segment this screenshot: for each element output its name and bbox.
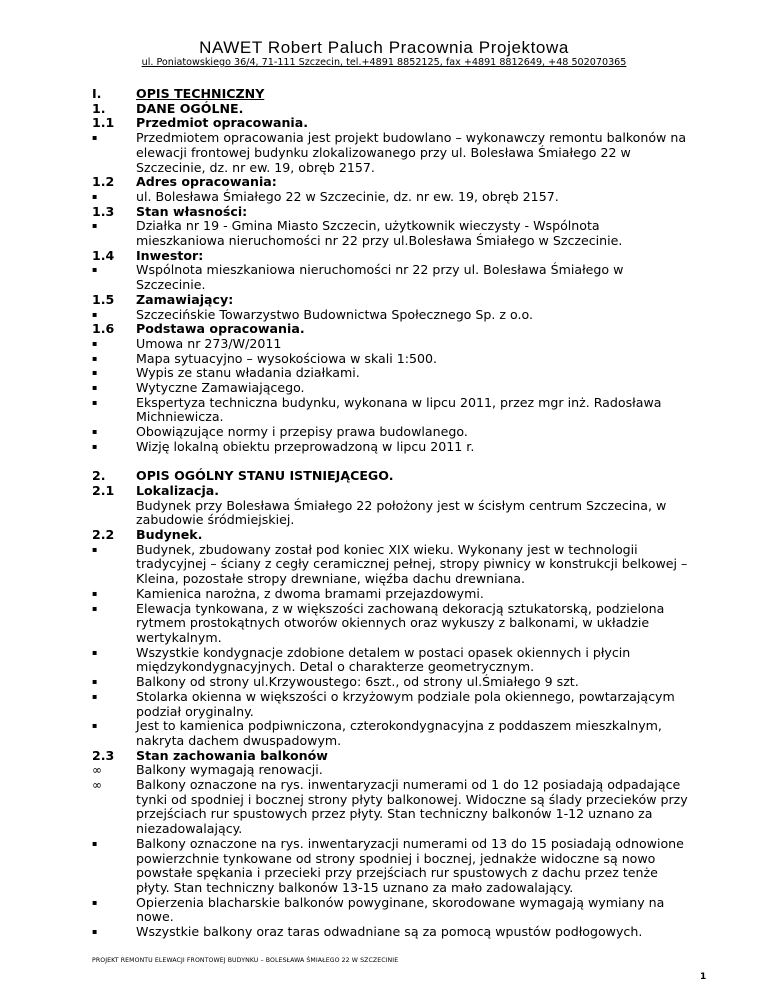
section-heading — [92, 116, 692, 131]
bullet-icon: ▪ — [92, 427, 98, 437]
section-number: 2.1 — [92, 482, 115, 498]
bullet-icon: ▪ — [92, 368, 98, 378]
page-footer: PROJEKT REMONTU ELEWACJI FRONTOWEJ BUDYNKU – BOLESŁAWA ŚMIAŁEGO 22 W SZCZECINIE — [92, 957, 399, 964]
item-text: ul. Bolesława Śmiałego 22 w Szczecinie, dz. nr ew. 19, obręb 2157. — [136, 188, 559, 204]
bullet-icon: ▪ — [92, 721, 98, 731]
list-item — [92, 778, 692, 837]
infinity-bullet-icon: ∞ — [92, 763, 102, 778]
item-text: Balkony oznaczone na rys. inwentaryzacji numerami od 13 do 15 posiadają odnowione powierzchnie tynkowane od strony spodniej i bocznej, jednakże widoczne są nowo powstałe spękania i przecieki przy przejściach rur spustowych z dachu przez tenże płyty. Stan techniczny balkonów 13-15 uznano za mało zadowalający. — [136, 835, 684, 895]
list-item — [92, 425, 692, 440]
section-heading — [92, 205, 692, 220]
spacer — [92, 455, 692, 470]
bullet-icon: ▪ — [92, 383, 98, 393]
item-text: Mapa sytuacyjno – wysokościowa w skali 1:500. — [136, 350, 438, 366]
item-text: Opierzenia blacharskie balkonów powyginane, skorodowane wymagają wymiany na nowe. — [136, 894, 665, 925]
bullet-icon: ▪ — [92, 927, 98, 937]
section-number: 1.4 — [92, 247, 115, 263]
list-item — [92, 587, 692, 602]
bullet-icon: ▪ — [92, 133, 98, 143]
bullet-icon: ▪ — [92, 338, 98, 348]
company-title: NAWET Robert Paluch Pracownia Projektowa — [199, 38, 569, 57]
item-text: Stolarka okienna w większości o krzyżowym podziale pola okiennego, powtarzającym podział oryginalny. — [136, 688, 675, 719]
section-heading — [92, 249, 692, 264]
item-text: Wizję lokalną obiektu przeprowadzoną w lipcu 2011 r. — [136, 438, 475, 454]
section-number: 1.3 — [92, 203, 115, 219]
heading-text: Lokalizacja. — [136, 482, 220, 498]
list-item — [92, 499, 692, 528]
section-heading — [92, 749, 692, 764]
bullet-icon: ▪ — [92, 397, 98, 407]
item-text: Szczecińskie Towarzystwo Budownictwa Społecznego Sp. z o.o. — [136, 306, 533, 322]
item-text: Wypis ze stanu władania działkami. — [136, 365, 360, 381]
bullet-icon: ▪ — [92, 691, 98, 701]
item-text: Budynek przy Bolesława Śmiałego 22 położony jest w ścisłym centrum Szczecina, w zabudowie śródmiejskiej. — [136, 497, 667, 528]
bullet-icon: ▪ — [92, 265, 98, 275]
item-text: Jest to kamienica podpiwniczona, czterokondygnacyjna z poddaszem mieszkalnym, nakryta dachem dwuspadowym. — [136, 718, 662, 748]
list-item — [92, 646, 692, 675]
item-text: Balkony oznaczone na rys. inwentaryzacji numerami od 1 do 12 posiadają odpadające tynki od spodniej i bocznej strony płyty balkonowej. Widoczne są ślady przecieków przy przejściach rur spustowych przez płyty. Stan techniczny balkonów 1-12 uznano za niezadowalający. — [136, 777, 688, 837]
section-heading — [92, 293, 692, 308]
item-text: Kamienica narożna, z dwoma bramami przejazdowymi. — [136, 585, 484, 601]
list-item — [92, 337, 692, 352]
bullet-icon: ▪ — [92, 838, 98, 848]
section-heading — [92, 528, 692, 543]
section-heading — [92, 469, 692, 484]
section-number — [92, 499, 136, 528]
bullet-icon: ▪ — [92, 191, 98, 201]
section-heading — [92, 484, 692, 499]
heading-text: OPIS OGÓLNY STANU ISTNIEJĄCEGO. — [136, 468, 394, 484]
heading-text: Budynek. — [136, 527, 203, 543]
list-item — [92, 396, 692, 425]
bullet-icon: ▪ — [92, 353, 98, 363]
list-item — [92, 543, 692, 587]
bullet-icon: ▪ — [92, 677, 98, 687]
heading-text: Zamawiający: — [136, 291, 234, 307]
list-item — [92, 690, 692, 719]
page-number: 1 — [700, 972, 707, 982]
item-text: Budynek, zbudowany został pod koniec XIX wieku. Wykonany jest w technologii tradycyjnej – ściany z cegły ceramicznej pełnej, stropy piwnicy w konstrukcji belkowej – Kleina, pozostałe stropy drewniane, więźba dachu drewniana. — [136, 541, 688, 587]
heading-text: Inwestor: — [136, 247, 204, 263]
section-number: 1.5 — [92, 291, 115, 307]
heading-text: Adres opracowania: — [136, 174, 277, 190]
list-item — [92, 675, 692, 690]
list-item — [92, 131, 692, 175]
bullet-icon: ▪ — [92, 309, 98, 319]
item-text: Działka nr 19 - Gmina Miasto Szczecin, użytkownik wieczysty - Wspólnota mieszkaniowa nieruchomości nr 22 przy ul.Bolesława Śmiałego w Szczecinie. — [136, 218, 623, 249]
item-text: Umowa nr 273/W/2011 — [136, 335, 282, 351]
bullet-icon: ▪ — [92, 441, 98, 451]
heading-text: DANE OGÓLNE. — [136, 100, 244, 116]
item-text: Wytyczne Zamawiającego. — [136, 380, 305, 396]
bullet-icon: ▪ — [92, 897, 98, 907]
section-heading — [92, 87, 692, 102]
company-address: ul. Poniatowskiego 36/4, 71-111 Szczecin, tel.+4891 8852125, fax +4891 8812649, +48 502070365 — [141, 57, 627, 68]
item-text: Obowiązujące normy i przepisy prawa budowlanego. — [136, 424, 468, 440]
section-number: 1.6 — [92, 321, 115, 337]
list-item — [92, 219, 692, 248]
item-text: Elewacja tynkowana, z w większości zachowaną dekoracją sztukatorską, podzielona rytmem prostokątnych otworów okiennych oraz wykuszy z balkonami, w układzie wertykalnym. — [136, 600, 665, 645]
list-item — [92, 308, 692, 323]
bullet-icon: ▪ — [92, 221, 98, 231]
bullet-icon: ▪ — [92, 647, 98, 657]
section-number: I. — [92, 86, 102, 101]
item-text: Wszystkie kondygnacje zdobione detalem w postaci opasek okiennych i płycin międzykondygnacyjnych. Detal o charakterze geometrycznym. — [136, 644, 631, 675]
item-text: Balkony od strony ul.Krzywoustego: 6szt., od strony ul.Śmiałego 9 szt. — [136, 674, 579, 690]
list-item — [92, 381, 692, 396]
list-item — [92, 602, 692, 646]
list-item — [92, 366, 692, 381]
document-body — [92, 87, 692, 940]
list-item — [92, 837, 692, 896]
list-item — [92, 352, 692, 367]
item-text: Wspólnota mieszkaniowa nieruchomości nr 22 przy ul. Bolesława Śmiałego w Szczecinie. — [136, 262, 624, 293]
infinity-bullet-icon: ∞ — [92, 778, 102, 793]
heading-text: Podstawa opracowania. — [136, 321, 305, 337]
item-text: Ekspertyza techniczna budynku, wykonana w lipcu 2011, przez mgr inż. Radosława Michniewicza. — [136, 394, 662, 425]
section-number: 2.2 — [92, 527, 115, 543]
section-heading — [92, 175, 692, 190]
section-heading — [92, 102, 692, 117]
item-text: Balkony wymagają renowacji. — [136, 762, 323, 778]
item-text: Wszystkie balkony oraz taras odwadniane są za pomocą wpustów podłogowych. — [136, 924, 643, 940]
bullet-icon: ▪ — [92, 603, 98, 613]
section-heading — [92, 322, 692, 337]
section-number: 1.1 — [92, 115, 115, 131]
section-number: 2.3 — [92, 747, 115, 763]
bullet-icon: ▪ — [92, 544, 98, 554]
item-text: Przedmiotem opracowania jest projekt budowlano – wykonawczy remontu balkonów na elewacji frontowej budynku zlokalizowanego przy ul. Bolesława Śmiałego 22 w Szczecinie, dz. nr ew. 19, obręb 2157. — [136, 130, 687, 175]
heading-text: OPIS TECHNICZNY — [136, 86, 265, 101]
section-number: 1. — [92, 100, 106, 116]
list-item — [92, 190, 692, 205]
section-number: 1.2 — [92, 174, 115, 190]
heading-text: Przedmiot opracowania. — [136, 115, 309, 131]
list-item — [92, 896, 692, 925]
heading-text: Stan własności: — [136, 203, 248, 219]
heading-text: Stan zachowania balkonów — [136, 747, 328, 763]
list-item — [92, 263, 692, 292]
list-item — [92, 440, 692, 455]
list-item — [92, 719, 692, 748]
list-item — [92, 925, 692, 940]
list-item — [92, 763, 692, 778]
bullet-icon: ▪ — [92, 588, 98, 598]
section-number: 2. — [92, 468, 106, 484]
